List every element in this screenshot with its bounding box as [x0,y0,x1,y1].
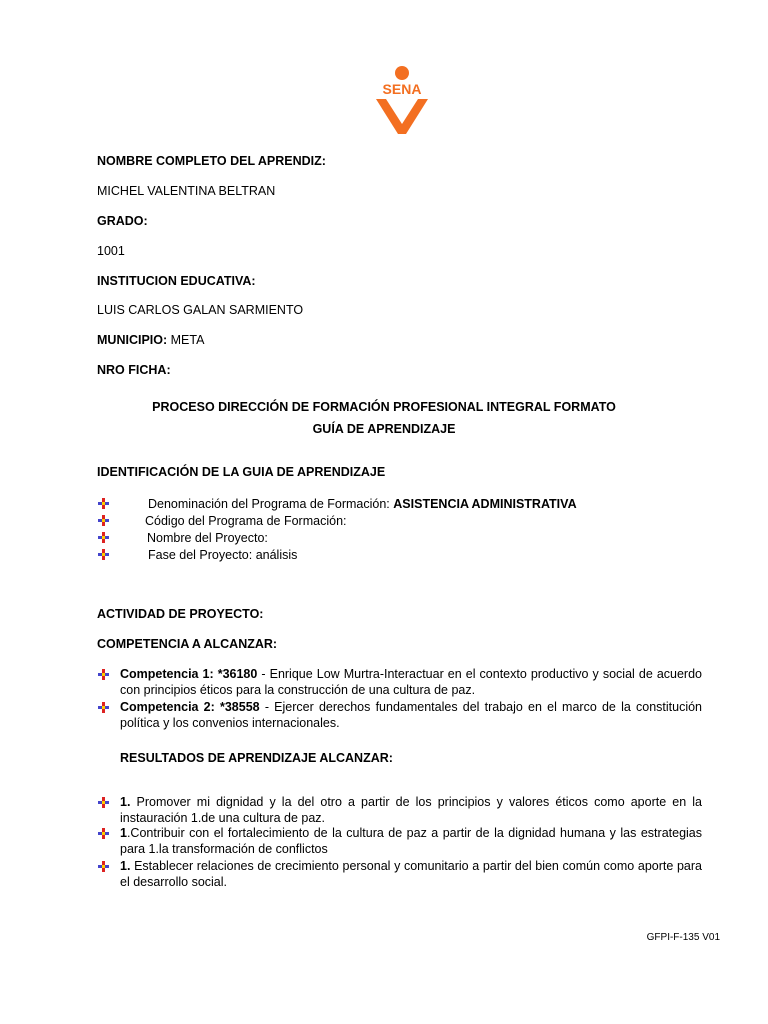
institucion-value: LUIS CARLOS GALAN SARMIENTO [97,303,304,317]
item-value: ASISTENCIA ADMINISTRATIVA [393,497,577,511]
municipio-line [97,333,204,347]
institucion-label: INSTITUCION EDUCATIVA: [97,274,256,288]
resultado-number: 1. [120,859,131,873]
bullet-icon [98,498,109,509]
bullet-icon [98,828,109,839]
form-code: GFPI-F-135 V01 [646,932,720,943]
list-item [148,497,730,513]
bullet-icon [98,797,109,808]
item-label: Denominación del Programa de Formación: [148,497,394,511]
bullet-icon [98,702,109,713]
competencia-heading: COMPETENCIA A ALCANZAR: [97,637,278,651]
grado-value: 1001 [97,244,125,258]
sena-logo [370,64,434,136]
identificacion-heading: IDENTIFICACIÓN DE LA GUIA DE APRENDIZAJE [97,465,386,479]
competencia-text: - Enrique Low Murtra-Interactuar en el contexto productivo y social de acuerdo con principios éticos para la construcción de una cultura de paz. [120,667,702,697]
list-item: Código del Programa de Formación: [145,514,347,528]
actividad-heading: ACTIVIDAD DE PROYECTO: [97,607,264,621]
bullet-icon [98,549,109,560]
resultado-number: 1 [120,826,127,840]
resultado-text: .Contribuir con el fortalecimiento de la cultura de paz a partir de la dignidad humana y las estrategias para 1.la transformación de conflictos [120,826,702,856]
competencia-code: Competencia 2: *38558 [120,700,260,714]
competencia-item [120,667,702,698]
list-item: Nombre del Proyecto: [147,531,268,545]
resultado-text: Promover mi dignidad y la del otro a partir de los principios y valores éticos como aporte en la instauración 1.de una cultura de paz. [120,795,702,825]
document-title-line1: PROCESO DIRECCIÓN DE FORMACIÓN PROFESIONAL INTEGRAL FORMATO [152,400,616,414]
competencia-item [120,700,702,731]
competencia-code: Competencia 1: *36180 [120,667,258,681]
bullet-icon [98,861,109,872]
municipio-label: MUNICIPIO: [97,333,168,347]
grado-label: GRADO: [97,214,148,228]
bullet-icon [98,669,109,680]
resultado-text: Establecer relaciones de crecimiento personal y comunitario a partir del bien común como aporte para el desarrollo social. [120,859,702,889]
resultado-item [120,826,702,857]
bullet-icon [98,532,109,543]
bullet-icon [98,515,109,526]
list-item: Fase del Proyecto: análisis [148,548,298,562]
ficha-label: NRO FICHA: [97,363,171,377]
resultado-item [120,859,702,890]
municipio-value: META [167,333,205,347]
logo-text: SENA [382,81,422,97]
document-title-line2: GUÍA DE APRENDIZAJE [312,422,456,436]
competencia-text: - Ejercer derechos fundamentales del trabajo en el marco de la constitución política y los convenios internacionales. [120,700,702,730]
aprendiz-label: NOMBRE COMPLETO DEL APRENDIZ: [97,154,326,168]
aprendiz-value: MICHEL VALENTINA BELTRAN [97,184,276,198]
resultados-heading: RESULTADOS DE APRENDIZAJE ALCANZAR: [120,751,393,765]
resultado-item [120,795,702,826]
resultado-number: 1. [120,795,131,809]
